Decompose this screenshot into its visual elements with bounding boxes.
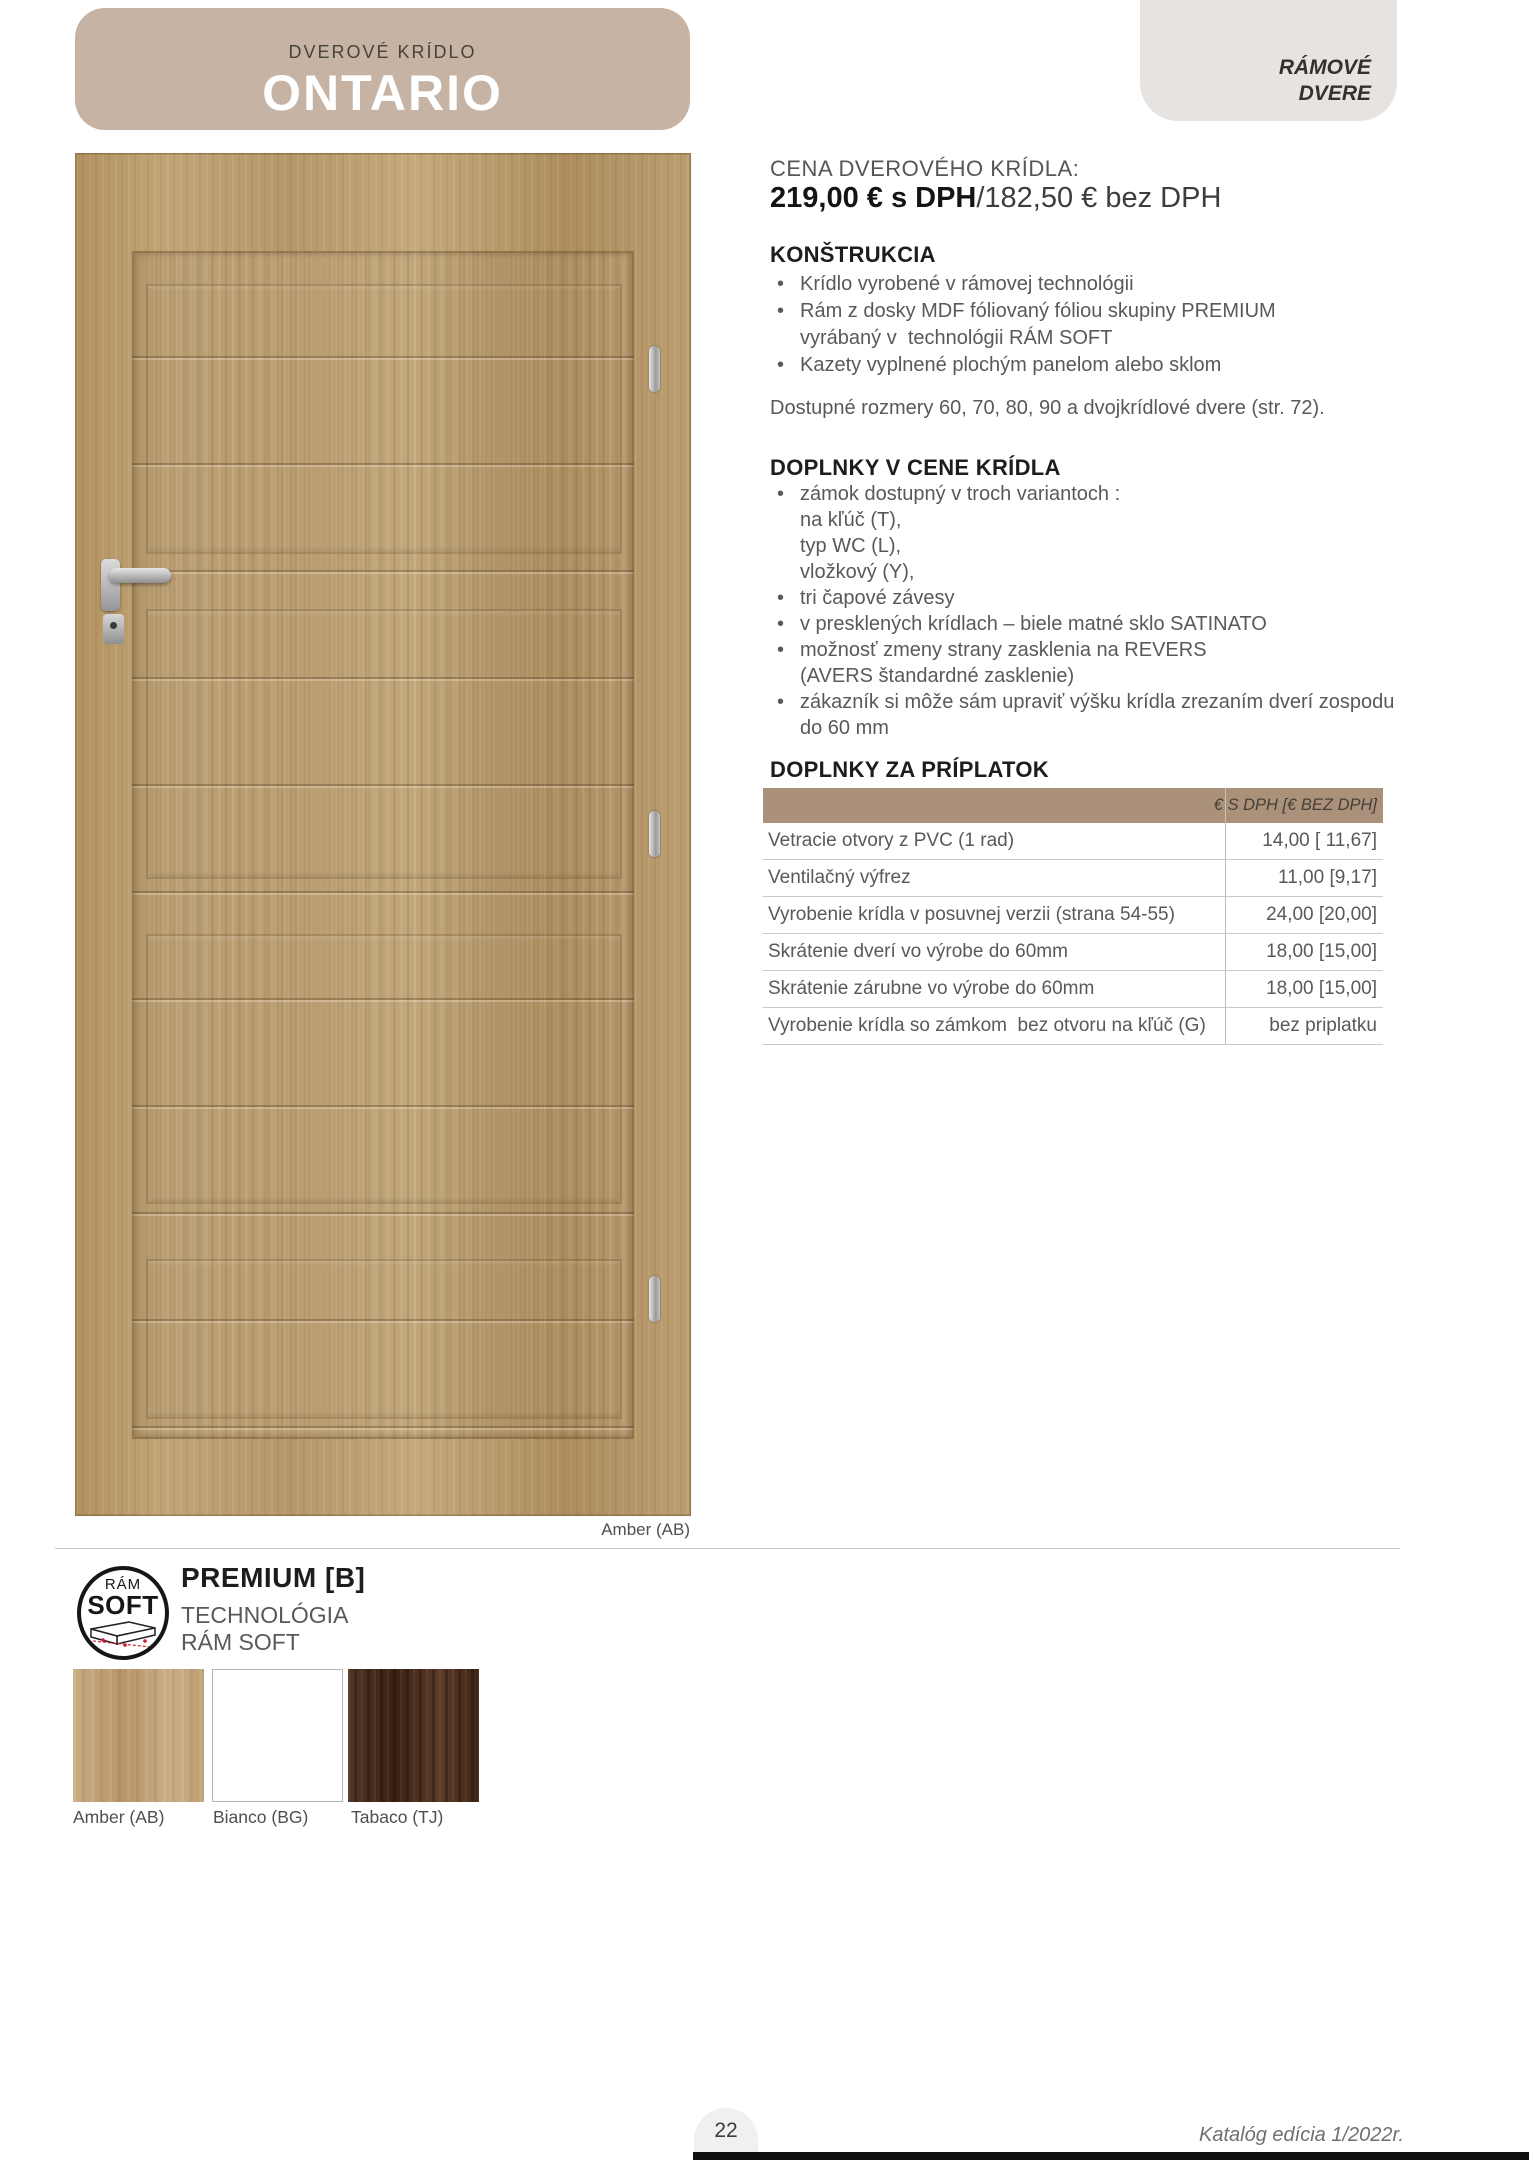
list-item-continued: vložkový (Y), xyxy=(770,559,1410,585)
list-item-continued: do 60 mm xyxy=(770,715,1410,741)
bullet-spacer xyxy=(770,507,800,533)
surcharge-item-price: 11,00 [9,17] xyxy=(1225,860,1383,896)
technology-name: PREMIUM [B] xyxy=(181,1562,366,1593)
bullet-marker: • xyxy=(777,300,785,322)
door-handle-plate xyxy=(101,559,120,611)
surcharge-header-empty xyxy=(763,788,1225,823)
bullet-marker: • xyxy=(777,354,785,376)
door-cassette xyxy=(146,1259,622,1419)
ramsoft-logo-bottom-label: SOFT xyxy=(87,1590,159,1620)
surcharge-item-price: 18,00 [15,00] xyxy=(1225,934,1383,970)
page-number: 22 xyxy=(714,2119,738,2142)
technology-line2: RÁM SOFT xyxy=(181,1629,300,1655)
swatch-label-tabaco: Tabaco (TJ) xyxy=(351,1807,444,1827)
list-item: • tri čapové závesy xyxy=(770,585,1410,611)
surcharge-table-header xyxy=(763,788,1383,823)
door-hinge xyxy=(649,1276,660,1322)
swatch-amber xyxy=(73,1669,204,1802)
surcharge-item-label: Ventilačný výfrez xyxy=(768,867,911,888)
price-label: CENA DVEROVÉHO KRÍDLA: xyxy=(770,156,1080,181)
door-handle xyxy=(109,568,171,583)
surcharge-item-label: Vetracie otvory z PVC (1 rad) xyxy=(768,830,1015,851)
surcharge-item-price: 14,00 [ 11,67] xyxy=(1225,823,1383,859)
bullet-marker: • xyxy=(777,639,785,661)
surcharge-item-label: Skrátenie dverí vo výrobe do 60mm xyxy=(768,941,1068,962)
sizes-note: Dostupné rozmery 60, 70, 80, 90 a dvojkrídlové dvere (str. 72). xyxy=(770,397,1325,419)
surcharge-item-price: 18,00 [15,00] xyxy=(1225,971,1383,1007)
list-item: • Kazety vyplnené plochým panelom alebo sklom xyxy=(770,352,1410,379)
category-badge-line2: DVERE xyxy=(1298,82,1371,105)
section-title-included: DOPLNKY V CENE KRÍDLA xyxy=(770,455,1061,480)
bullet-marker: • xyxy=(777,587,785,609)
construction-list xyxy=(770,271,1410,379)
section-divider xyxy=(55,1548,1400,1549)
product-header xyxy=(75,8,690,130)
bullet-spacer xyxy=(770,559,800,585)
surcharge-item-price: 24,00 [20,00] xyxy=(1225,897,1383,933)
door-hinge xyxy=(649,346,660,392)
door-cassette xyxy=(146,284,622,554)
ramsoft-profile-sketch xyxy=(87,1619,159,1651)
list-item: • Krídlo vyrobené v rámovej technológii xyxy=(770,271,1410,298)
bullet-spacer xyxy=(770,715,800,741)
list-item: • zámok dostupný v troch variantoch : xyxy=(770,481,1410,507)
door-caption: Amber (AB) xyxy=(601,1520,690,1539)
door-cassette xyxy=(146,609,622,879)
list-item-continued: typ WC (L), xyxy=(770,533,1410,559)
door-keyhole xyxy=(103,614,124,644)
surcharge-header-price: € S DPH [€ BEZ DPH] xyxy=(1225,788,1383,823)
bullet-marker: • xyxy=(777,483,785,505)
table-row xyxy=(763,860,1383,897)
table-row xyxy=(763,823,1383,860)
catalog-edition: Katalóg edícia 1/2022r. xyxy=(1199,2124,1404,2146)
product-kicker: DVEROVÉ KRÍDLO xyxy=(288,42,477,62)
swatch-label-amber: Amber (AB) xyxy=(73,1807,165,1827)
technology-line1: TECHNOLÓGIA xyxy=(181,1602,349,1628)
swatch-tabaco xyxy=(348,1669,479,1802)
swatch-label-bianco: Bianco (BG) xyxy=(213,1807,309,1827)
list-item: • možnosť zmeny strany zasklenia na REVERS xyxy=(770,637,1410,663)
list-item-continued: vyrábaný v technológii RÁM SOFT xyxy=(770,325,1410,352)
surcharge-item-price: bez priplatku xyxy=(1225,1008,1383,1044)
bullet-marker: • xyxy=(777,613,785,635)
bullet-spacer xyxy=(770,533,800,559)
table-row xyxy=(763,971,1383,1008)
page-edge-bar xyxy=(693,2152,1529,2160)
price-line xyxy=(770,182,1221,215)
bullet-marker: • xyxy=(777,273,785,295)
bullet-spacer xyxy=(770,325,800,352)
surcharge-table xyxy=(763,788,1383,1045)
technology-block xyxy=(181,1562,365,1656)
product-title: ONTARIO xyxy=(262,65,503,121)
price-with-vat: 219,00 € s DPH xyxy=(770,182,977,214)
ramsoft-logo xyxy=(77,1566,169,1660)
surcharge-item-label: Vyrobenie krídla so zámkom bez otvoru na kľúč (G) xyxy=(768,1015,1206,1036)
category-badge-line1: RÁMOVÉ xyxy=(1278,56,1371,79)
bullet-marker: • xyxy=(777,691,785,713)
section-title-construction: KONŠTRUKCIA xyxy=(770,242,936,267)
door-hinge xyxy=(649,811,660,857)
included-list xyxy=(770,481,1410,741)
table-row xyxy=(763,1008,1383,1045)
ramsoft-logo-top-label: RÁM xyxy=(104,1576,142,1593)
swatch-bianco xyxy=(212,1669,343,1802)
table-row xyxy=(763,897,1383,934)
surcharge-item-label: Skrátenie zárubne vo výrobe do 60mm xyxy=(768,978,1095,999)
price-without-vat: /182,50 € bez DPH xyxy=(976,182,1222,214)
section-title-surcharge: DOPLNKY ZA PRÍPLATOK xyxy=(770,757,1049,782)
door-cassette xyxy=(146,934,622,1204)
list-item: • zákazník si môže sám upraviť výšku krídla zrezaním dverí zospodu xyxy=(770,689,1410,715)
surcharge-item-label: Vyrobenie krídla v posuvnej verzii (strana 54-55) xyxy=(768,904,1175,925)
list-item: • v presklených krídlach – biele matné sklo SATINATO xyxy=(770,611,1410,637)
door-photo xyxy=(75,153,691,1516)
category-badge xyxy=(1140,0,1397,121)
bullet-spacer xyxy=(770,663,800,689)
table-row xyxy=(763,934,1383,971)
list-item-continued: (AVERS štandardné zasklenie) xyxy=(770,663,1410,689)
list-item-continued: na kľúč (T), xyxy=(770,507,1410,533)
list-item: • Rám z dosky MDF fóliovaný fóliou skupiny PREMIUM xyxy=(770,298,1410,325)
